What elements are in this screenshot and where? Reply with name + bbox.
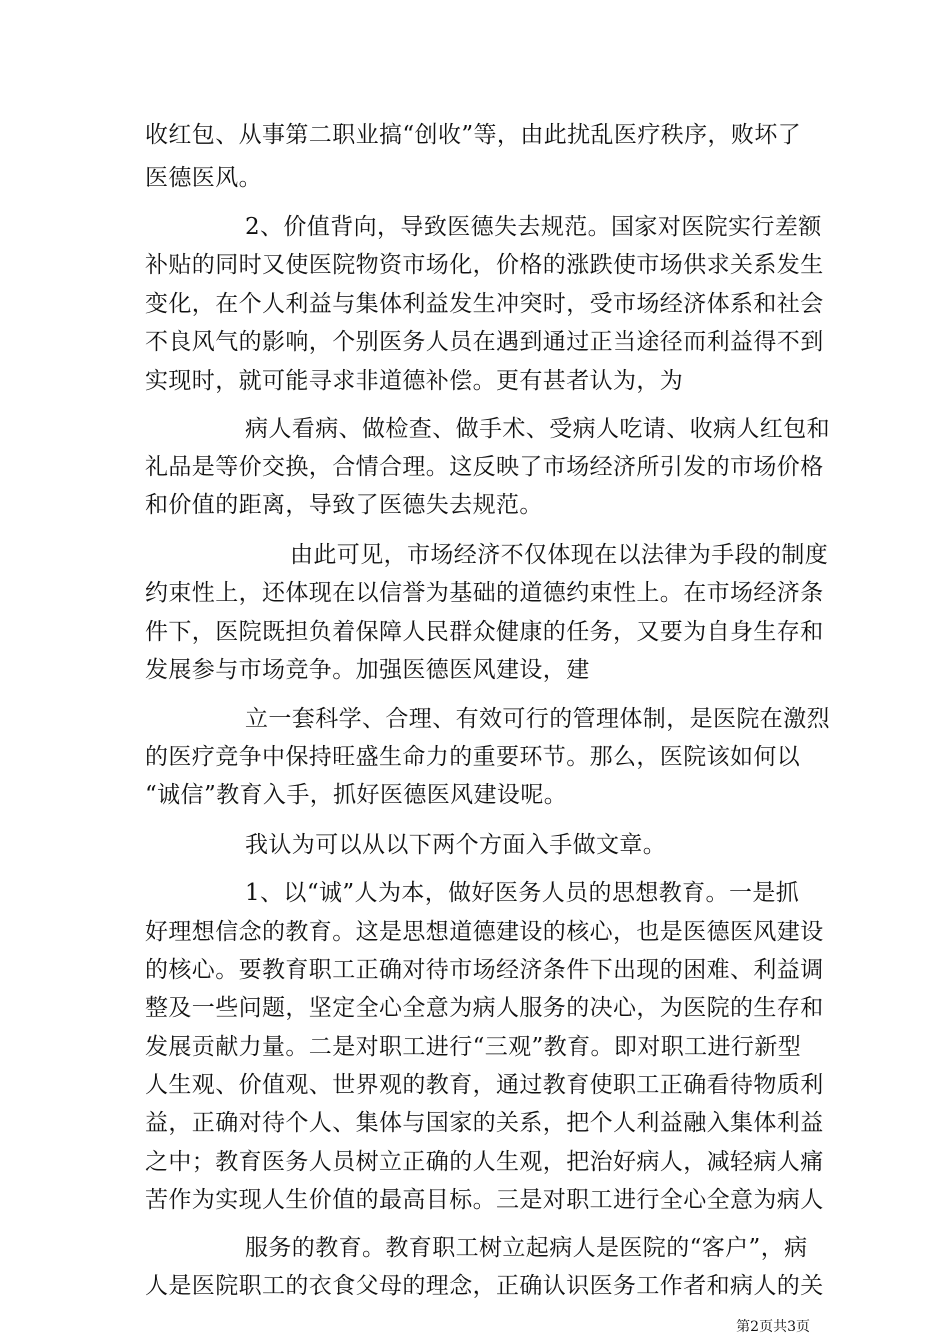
paragraph-start-line: 1、以“诚”人为本，做好医务人员的思想教育。一是抓 — [245, 880, 800, 906]
text-line: 实现时，就可能寻求非道德补偿。更有甚者认为，为 — [145, 368, 684, 394]
text-line: 益，正确对待个人、集体与国家的关系，把个人利益融入集体利益 — [145, 1110, 824, 1136]
text-line: 服务的教育。教育职工树立起病人是医院的“客户”，病 — [245, 1235, 808, 1261]
text-line: 发展参与市场竞争。加强医德医风建设，建 — [145, 657, 590, 683]
page-number-footer: 第2页共3页 — [736, 1319, 810, 1335]
text-line: 约束性上，还体现在以信誉为基础的道德约束性上。在市场经济条 — [145, 580, 824, 606]
text-line: 苦作为实现人生价值的最高目标。三是对职工进行全心全意为病人 — [145, 1187, 824, 1213]
text-line: 医德医风。 — [145, 165, 262, 191]
text-line: 的医疗竞争中保持旺盛生命力的重要环节。那么，医院该如何以 — [145, 744, 801, 770]
text-line: “诚信”教育入手，抓好医德医风建设呢。 — [145, 782, 568, 808]
text-line: 好理想信念的教育。这是思想道德建设的核心，也是医德医风建设 — [145, 919, 824, 945]
text-line: 人生观、价值观、世界观的教育，通过教育使职工正确看待物质利 — [145, 1072, 824, 1098]
text-line: 不良风气的影响，个别医务人员在遇到通过正当途径而利益得不到 — [145, 329, 824, 355]
text-line: 发展贡献力量。二是对职工进行“三观”教育。即对职工进行新型 — [145, 1034, 802, 1060]
text-line: 人是医院职工的衣食父母的理念，正确认识医务工作者和病人的关 — [145, 1273, 824, 1299]
text-line: 变化，在个人利益与集体利益发生冲突时，受市场经济体系和社会 — [145, 291, 824, 317]
paragraph-start-line: 2、价值背向，导致医德失去规范。国家对医院实行差额 — [245, 214, 822, 240]
text-line: 和价值的距离，导致了医德失去规范。 — [145, 492, 543, 518]
text-line: 礼品是等价交换，合情合理。这反映了市场经济所引发的市场价格 — [145, 454, 824, 480]
text-line: 件下，医院既担负着保障人民群众健康的任务，又要为自身生存和 — [145, 619, 824, 645]
text-line: 整及一些问题，坚定全心全意为病人服务的决心，为医院的生存和 — [145, 995, 824, 1021]
text-line: 的核心。要教育职工正确对待市场经济条件下出现的困难、利益调 — [145, 957, 824, 983]
text-line: 病人看病、做检查、做手术、受病人吃请、收病人红包和 — [245, 416, 830, 442]
text-line: 之中；教育医务人员树立正确的人生观，把治好病人，减轻病人痛 — [145, 1149, 824, 1175]
text-line: 补贴的同时又使医院物资市场化，价格的涨跌使市场供求关系发生 — [145, 252, 824, 278]
text-line: 立一套科学、合理、有效可行的管理体制，是医院在激烈 — [245, 706, 830, 732]
paragraph-start-line: 我认为可以从以下两个方面入手做文章。 — [245, 832, 667, 858]
paragraph-start-line: 由此可见，市场经济不仅体现在以法律为手段的制度 — [290, 542, 829, 568]
text-line: 收红包、从事第二职业搞“创收”等，由此扰乱医疗秩序，败坏了 — [145, 122, 802, 148]
